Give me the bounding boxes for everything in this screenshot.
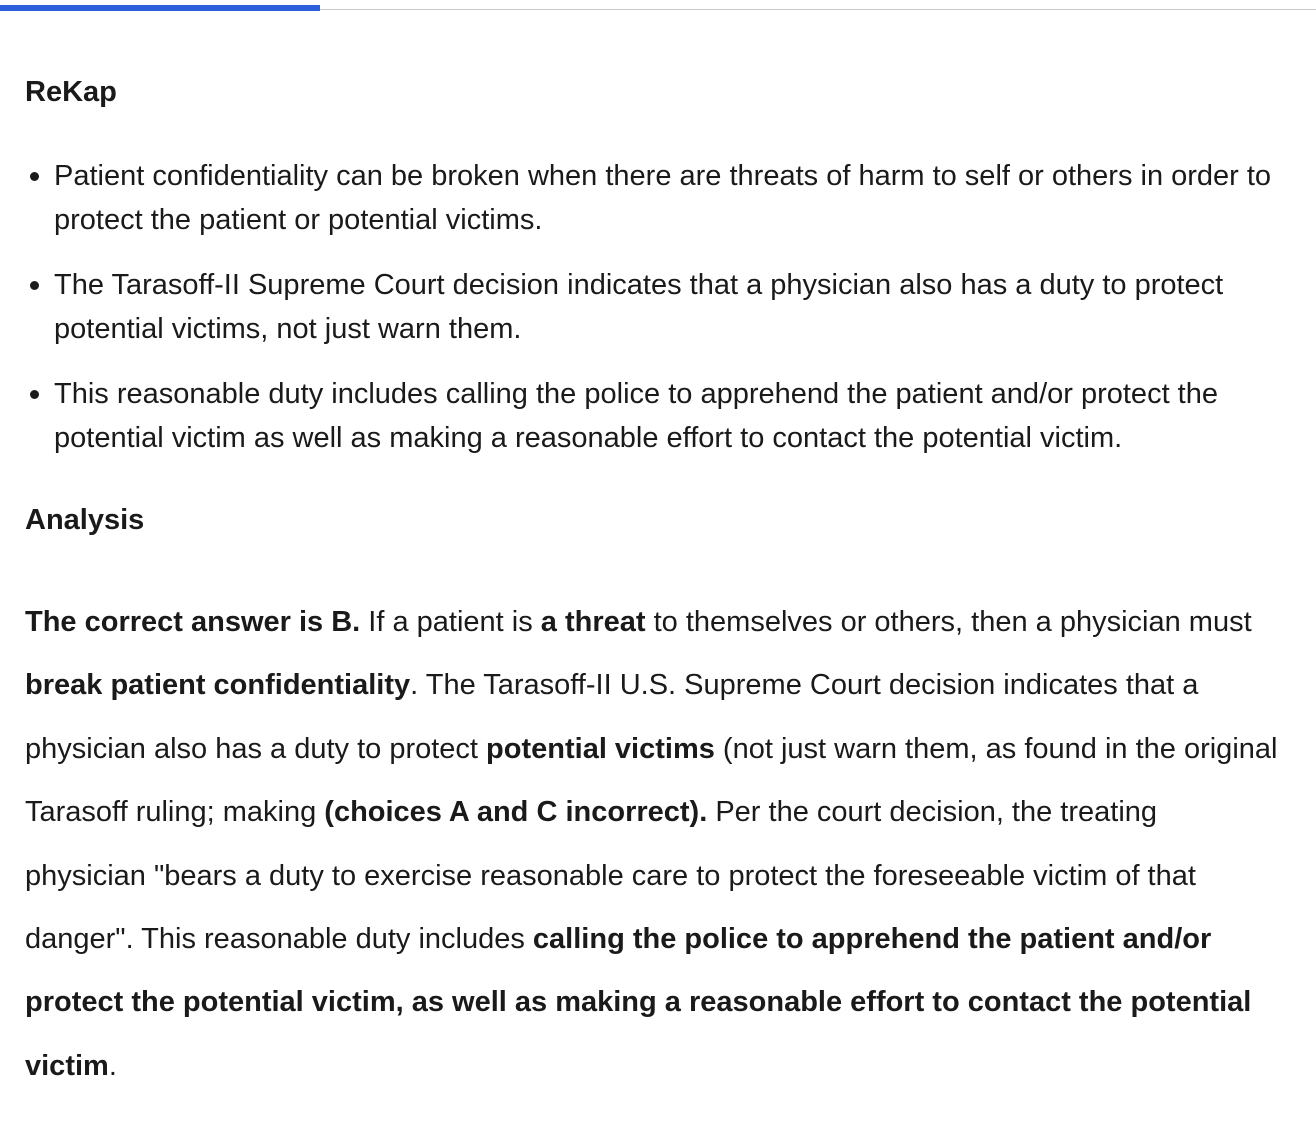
rekap-list-item: Patient confidentiality can be broken when there are threats of harm to self or others in order to protect the patient or potential victims. — [54, 154, 1285, 242]
analysis-heading: Analysis — [25, 504, 145, 536]
analysis-text-segment: to themselves or others, then a physician must — [645, 606, 1252, 638]
analysis-text-segment: break patient confidentiality — [25, 669, 411, 702]
analysis-text-segment: calling the police to apprehend the patient and/or protect the potential victim, as well as making a reasonable effort to contact the potential victim — [25, 923, 1252, 1082]
analysis-text-segment: If a patient is — [360, 606, 541, 638]
analysis-text-segment: . The Tarasoff-II U.S. Supreme Court decision indicates that a physician also has a duty to protect — [25, 669, 1199, 765]
rekap-list-item: The Tarasoff-II Supreme Court decision indicates that a physician also has a duty to protect potential victims, not just warn them. — [54, 263, 1285, 351]
rekap-heading: ReKap — [25, 76, 117, 108]
progress-bar-fill — [0, 5, 320, 11]
analysis-text-segment: . — [108, 1049, 117, 1082]
analysis-paragraph — [25, 591, 1285, 1098]
rekap-list — [25, 154, 1285, 481]
rekap-list-item: This reasonable duty includes calling the police to apprehend the patient and/or protect the potential victim as well as making a reasonable effort to contact the potential victim. — [54, 372, 1285, 460]
analysis-text-segment: The correct answer is B. — [25, 606, 361, 638]
analysis-text-segment: a threat — [540, 606, 646, 638]
analysis-text-segment: Per the court decision, the treating physician "bears a duty to exercise reasonable care to protect the foreseeable victim of that danger". This reasonable duty includes — [25, 796, 1196, 956]
analysis-text-segment: potential victims — [486, 732, 715, 765]
analysis-text-segment: (not just warn them, as found in the original Tarasoff ruling; making — [25, 732, 1278, 829]
analysis-text-segment: (choices A and C incorrect). — [324, 796, 708, 829]
